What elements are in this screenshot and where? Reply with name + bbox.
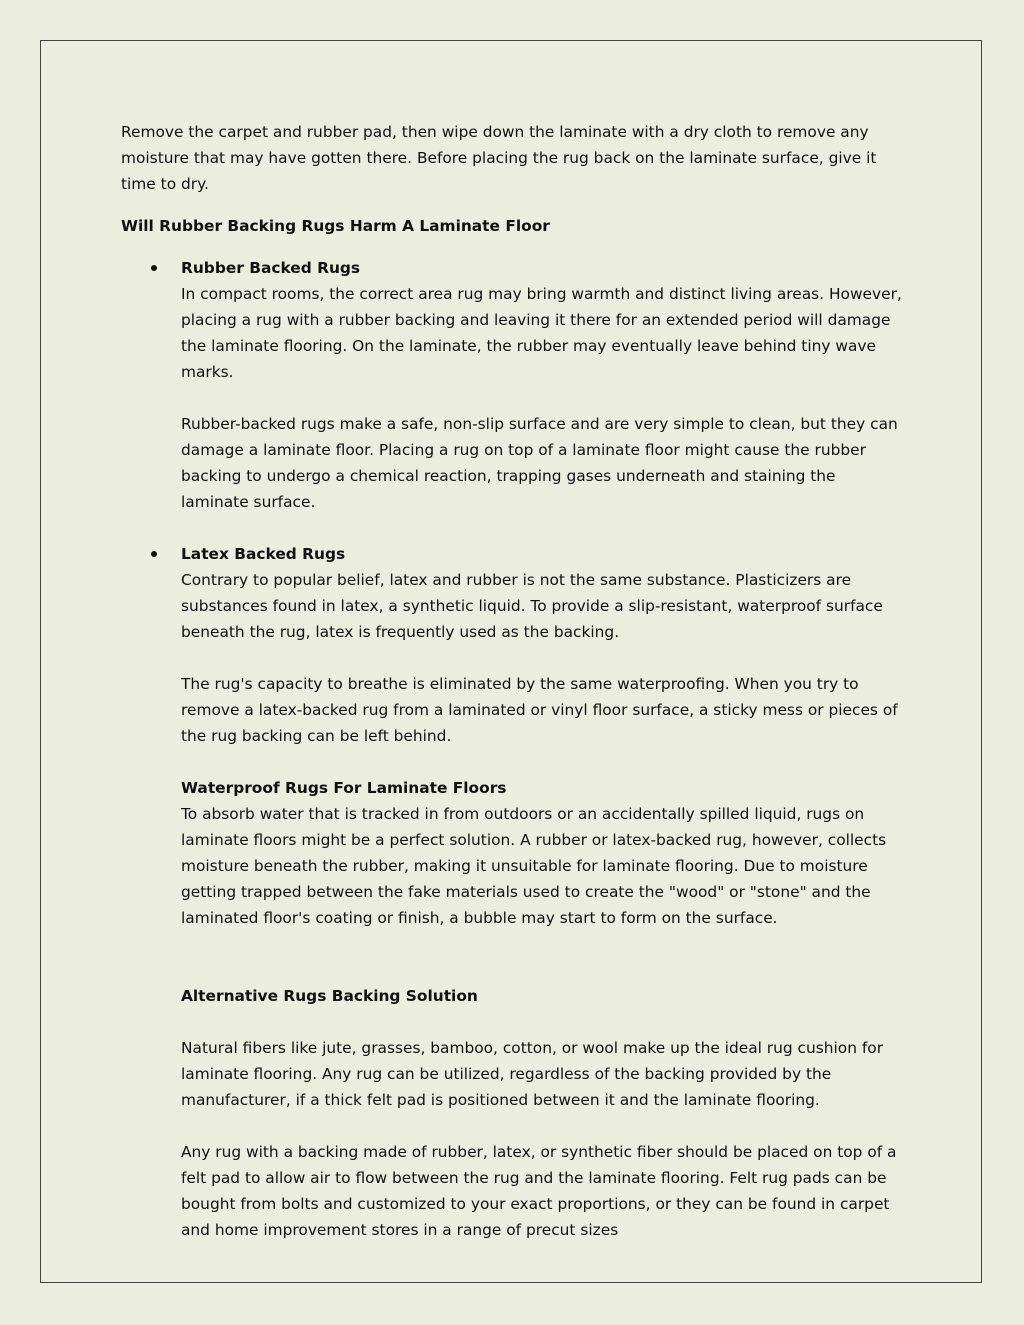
item-title: Latex Backed Rugs (181, 545, 346, 563)
section-paragraph: To absorb water that is tracked in from outdoors or an accidentally spilled liquid, rugs on laminate floors might be a perfect solution. A rubber or latex-backed rug, however, collects moisture beneath the rubber, making it unsuitable for laminate flooring. Due to moisture getting trapped between the fake materials used to create the "wood" or "stone" and the laminated floor's coating or finish, a bubble may start to form on the surface. (181, 805, 887, 927)
bullet-icon (151, 551, 157, 557)
item-paragraph: Contrary to popular belief, latex and rubber is not the same substance. Plasticizers are substances found in latex, a synthetic liquid. To provide a slip-resistant, waterproof surface beneath the rug, latex is frequently used as the backing. (181, 571, 883, 641)
list-item (121, 541, 906, 749)
item-title: Rubber Backed Rugs (181, 259, 361, 277)
alternative-section (121, 983, 906, 1243)
section-title: Alternative Rugs Backing Solution (181, 987, 478, 1005)
section-title: Waterproof Rugs For Laminate Floors (181, 779, 507, 797)
section-paragraph: Natural fibers like jute, grasses, bamboo, cotton, or wool make up the ideal rug cushion for laminate flooring. Any rug can be utilized, regardless of the backing provided by the manufacturer, if a thick felt pad is positioned between it and the laminate flooring. (181, 1039, 884, 1109)
main-heading: Will Rubber Backing Rugs Harm A Laminate Floor (121, 217, 550, 235)
document-body (121, 119, 906, 1243)
list-item (121, 255, 906, 515)
intro-paragraph: Remove the carpet and rubber pad, then wipe down the laminate with a dry cloth to remove any moisture that may have gotten there. Before placing the rug back on the laminate surface, give it time to dry. (121, 123, 877, 193)
item-paragraph: The rug's capacity to breathe is eliminated by the same waterproofing. When you try to remove a latex-backed rug from a laminated or vinyl floor surface, a sticky mess or pieces of the rug backing can be left behind. (181, 675, 898, 745)
item-paragraph: In compact rooms, the correct area rug may bring warmth and distinct living areas. However, placing a rug with a rubber backing and leaving it there for an extended period will damage the laminate flooring. On the laminate, the rubber may eventually leave behind tiny wave marks. (181, 285, 902, 381)
section-paragraph: Any rug with a backing made of rubber, latex, or synthetic fiber should be placed on top of a felt pad to allow air to flow between the rug and the laminate flooring. Felt rug pads can be bought from bolts and customized to your exact proportions, or they can be found in carpet and home improvement stores in a range of precut sizes (181, 1143, 897, 1239)
bullet-icon (151, 265, 157, 271)
waterproof-section (121, 775, 906, 931)
item-paragraph: Rubber-backed rugs make a safe, non-slip surface and are very simple to clean, but they can damage a laminate floor. Placing a rug on top of a laminate floor might cause the rubber backing to undergo a chemical reaction, trapping gases underneath and staining the laminate surface. (181, 415, 898, 511)
